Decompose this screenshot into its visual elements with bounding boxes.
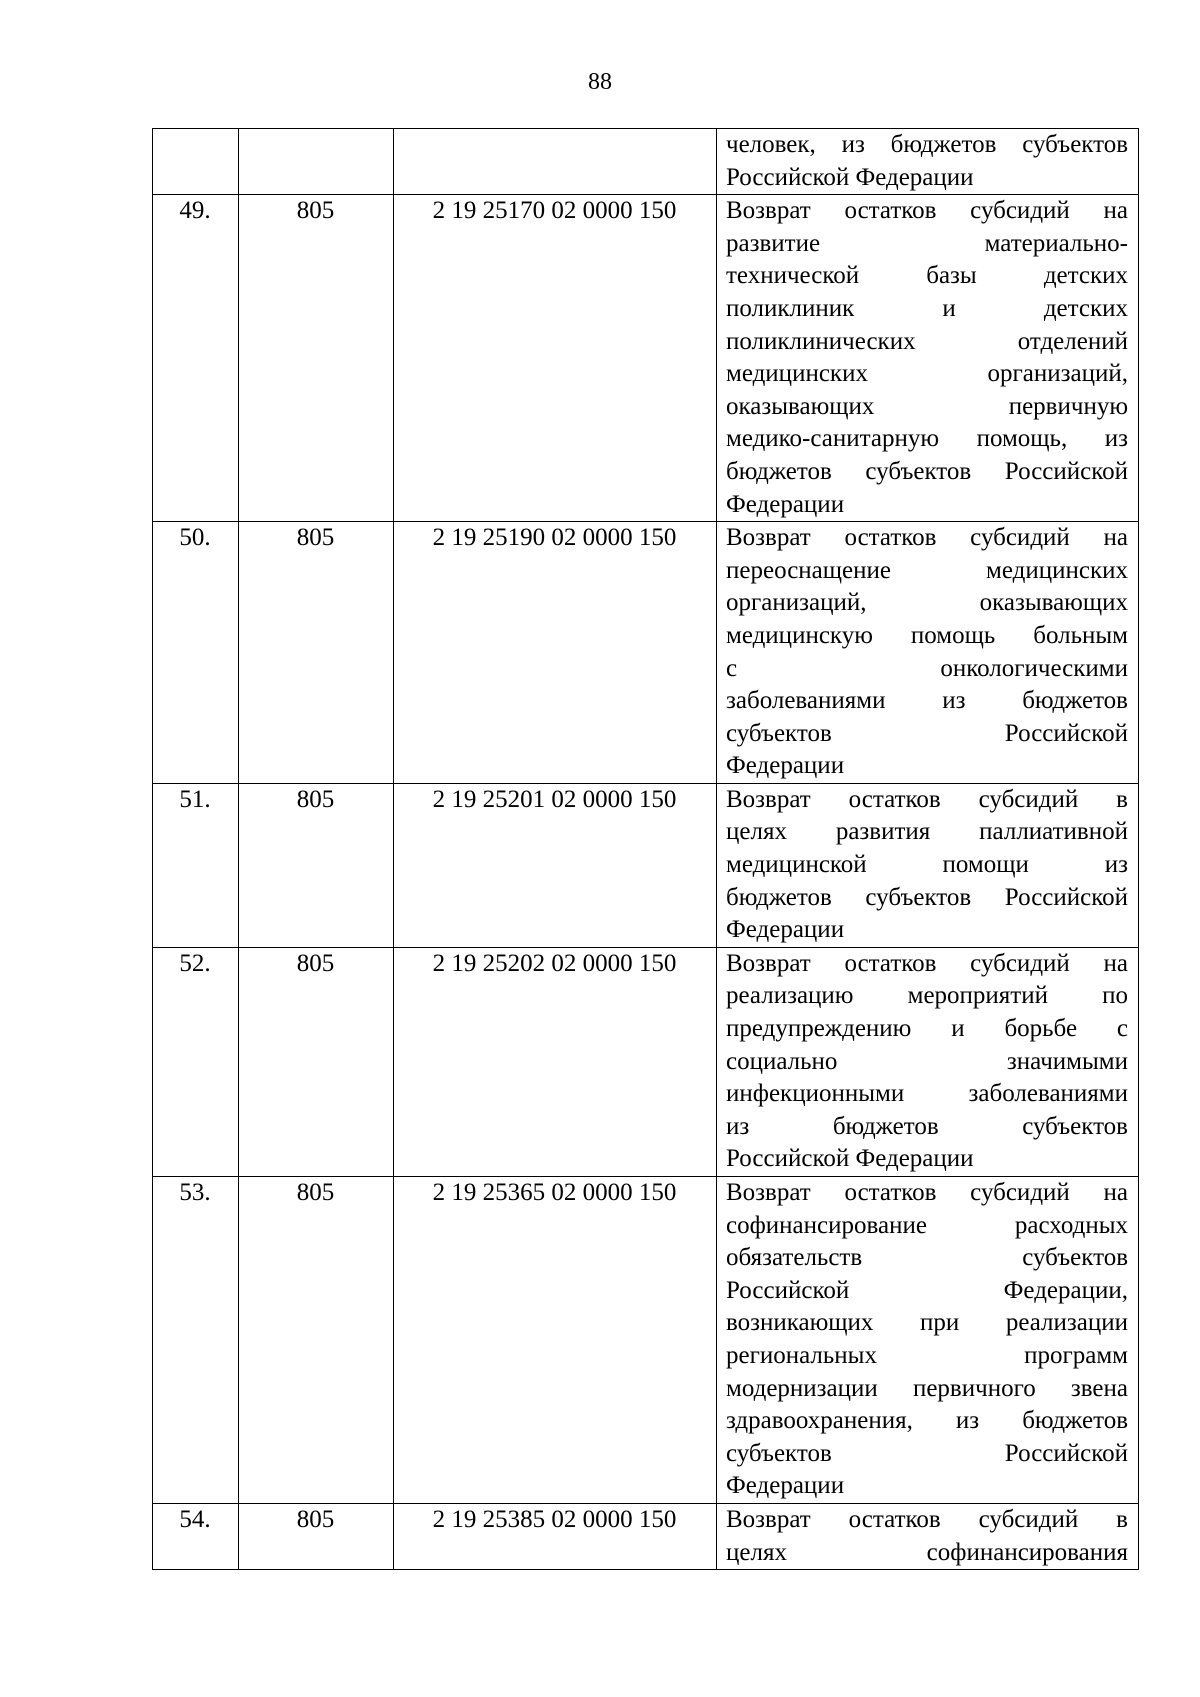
description-line: развитие материально- [726, 229, 1128, 257]
row-number: 53. [153, 1177, 239, 1504]
description-line: региональных программ [726, 1341, 1128, 1369]
description-line: оказывающих первичную [726, 392, 1128, 420]
row-number: 50. [153, 522, 239, 784]
income-description [717, 129, 1139, 195]
description-line: предупреждению и борьбе с [726, 1015, 1128, 1043]
budget-classification-code [394, 129, 717, 195]
description-line: медико-санитарную помощь, из [726, 425, 1128, 453]
description-line: Федерации [726, 1472, 845, 1500]
row-number: 49. [153, 195, 239, 522]
description-line: поликлинических отделений [726, 327, 1128, 355]
description-line: медицинской помощи из [726, 851, 1128, 879]
description-line: организаций, оказывающих [726, 589, 1128, 617]
income-description [717, 195, 1139, 522]
admin-code: 805 [239, 1177, 394, 1504]
table-row [153, 522, 1139, 784]
description-line: Возврат остатков субсидий в [726, 1505, 1128, 1533]
row-number: 51. [153, 783, 239, 947]
description-line: целях софинансирования [726, 1538, 1128, 1566]
description-line: Возврат остатков субсидий на [726, 949, 1128, 977]
description-line: возникающих при реализации [726, 1309, 1128, 1337]
table-row [153, 783, 1139, 947]
table-body [153, 129, 1139, 1570]
description-line: медицинских организаций, [726, 360, 1128, 388]
page-number: 88 [588, 69, 612, 95]
description-line: с онкологическими [726, 654, 1128, 682]
income-description [717, 783, 1139, 947]
income-description [717, 522, 1139, 784]
admin-code [239, 129, 394, 195]
table-row [153, 1503, 1139, 1569]
table-row [153, 947, 1139, 1176]
description-line: реализацию мероприятий по [726, 982, 1128, 1010]
description-line: Федерации [726, 916, 845, 944]
budget-classification-code: 2 19 25170 02 0000 150 [394, 195, 717, 522]
income-description [717, 1503, 1139, 1569]
income-description [717, 1177, 1139, 1504]
description-line: переоснащение медицинских [726, 556, 1128, 584]
description-line: субъектов Российской [726, 1439, 1128, 1467]
row-number: 52. [153, 947, 239, 1176]
description-line: здравоохранения, из бюджетов [726, 1407, 1128, 1435]
description-line: человек, из бюджетов субъектов [726, 131, 1128, 158]
description-line: софинансирование расходных [726, 1211, 1128, 1239]
description-line: Возврат остатков субсидий на [726, 197, 1128, 225]
description-line: технической базы детских [726, 262, 1128, 290]
description-line: обязательств субъектов [726, 1244, 1128, 1272]
description-line: Федерации [726, 490, 845, 518]
description-line: поликлиник и детских [726, 294, 1128, 322]
budget-classification-code: 2 19 25190 02 0000 150 [394, 522, 717, 784]
row-number: 54. [153, 1503, 239, 1569]
description-line: из бюджетов субъектов [726, 1112, 1128, 1140]
description-line: Возврат остатков субсидий на [726, 524, 1128, 552]
description-line: Возврат остатков субсидий на [726, 1179, 1128, 1206]
description-line: инфекционными заболеваниями [726, 1080, 1128, 1108]
description-line: Возврат остатков субсидий в [726, 785, 1128, 813]
description-line: модернизации первичного звена [726, 1374, 1128, 1402]
budget-classification-code: 2 19 25385 02 0000 150 [394, 1503, 717, 1569]
admin-code: 805 [239, 195, 394, 522]
description-line: Федерации [726, 752, 845, 780]
admin-code: 805 [239, 1503, 394, 1569]
table-row [153, 1177, 1139, 1504]
row-number [153, 129, 239, 195]
income-description [717, 947, 1139, 1176]
budget-classification-code: 2 19 25365 02 0000 150 [394, 1177, 717, 1504]
description-line: Российской Федерации, [726, 1276, 1128, 1304]
description-line: бюджетов субъектов Российской [726, 883, 1128, 911]
description-line: медицинскую помощь больным [726, 621, 1128, 649]
admin-code: 805 [239, 522, 394, 784]
budget-classification-code: 2 19 25201 02 0000 150 [394, 783, 717, 947]
admin-code: 805 [239, 947, 394, 1176]
budget-classification-code: 2 19 25202 02 0000 150 [394, 947, 717, 1176]
description-line: субъектов Российской [726, 719, 1128, 747]
description-line: Российской Федерации [726, 163, 974, 191]
description-line: социально значимыми [726, 1047, 1128, 1075]
budget-codes-table [152, 128, 1139, 1570]
description-line: Российской Федерации [726, 1145, 974, 1173]
table-row [153, 195, 1139, 522]
description-line: целях развития паллиативной [726, 818, 1128, 846]
description-line: заболеваниями из бюджетов [726, 687, 1128, 715]
description-line: бюджетов субъектов Российской [726, 457, 1128, 485]
admin-code: 805 [239, 783, 394, 947]
table-row [153, 129, 1139, 195]
